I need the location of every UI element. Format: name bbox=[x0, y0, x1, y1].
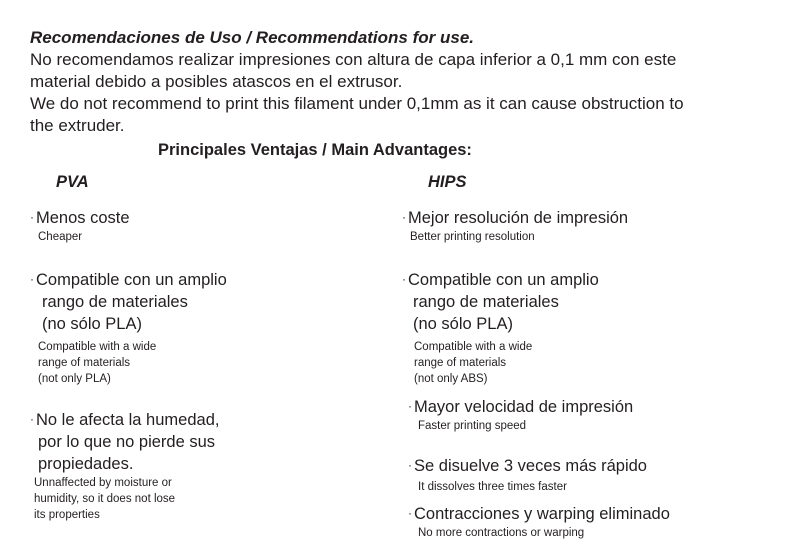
hips-item-en: Compatible with a wide bbox=[414, 341, 533, 353]
hips-item-en: No more contractions or warping bbox=[418, 527, 585, 539]
pva-item-en: Compatible with a wide bbox=[38, 341, 157, 353]
pva-item-es: No le afecta la humedad, bbox=[36, 411, 220, 429]
pva-item-es: Menos coste bbox=[36, 209, 130, 227]
pva-item-en: range of materials bbox=[38, 357, 131, 369]
recommendation-es-line-2: material debido a posibles atascos en el extrusor. bbox=[30, 72, 403, 91]
pva-item-en: humidity, so it does not lose bbox=[34, 493, 176, 505]
pva-item-en: (not only PLA) bbox=[38, 373, 111, 385]
bullet: · bbox=[408, 458, 412, 472]
advantages-heading: Principales Ventajas / Main Advantages: bbox=[158, 141, 472, 159]
hips-item-es: Mayor velocidad de impresión bbox=[414, 398, 634, 416]
hips-item-es: Se disuelve 3 veces más rápido bbox=[414, 457, 647, 475]
bullet: · bbox=[408, 399, 412, 413]
hips-item-es: Compatible con un amplio bbox=[408, 271, 599, 289]
pva-item-es: (no sólo PLA) bbox=[42, 315, 142, 333]
pva-item-es: propiedades. bbox=[38, 455, 134, 473]
hips-item-speed bbox=[408, 395, 633, 434]
pva-item-en: Unnaffected by moisture or bbox=[34, 477, 172, 489]
recommendation-en-line-2: the extruder. bbox=[30, 116, 125, 135]
pva-item-compatibility bbox=[30, 268, 227, 387]
hips-column-title: HIPS bbox=[428, 173, 467, 191]
hips-item-en: (not only ABS) bbox=[414, 373, 488, 385]
bullet: · bbox=[408, 506, 412, 520]
bullet: · bbox=[30, 272, 34, 286]
pva-item-cheaper bbox=[30, 206, 130, 245]
hips-item-resolution bbox=[402, 206, 628, 245]
recommendation-en-line-1: We do not recommend to print this filament under 0,1mm as it can cause obstruction to bbox=[30, 94, 684, 113]
pva-item-es: Compatible con un amplio bbox=[36, 271, 227, 289]
pva-column-title: PVA bbox=[56, 173, 89, 191]
hips-item-compatibility bbox=[402, 268, 599, 387]
bullet: · bbox=[30, 412, 34, 426]
hips-item-es: (no sólo PLA) bbox=[413, 315, 513, 333]
hips-item-dissolves bbox=[408, 454, 647, 495]
pva-item-en: its properties bbox=[34, 509, 100, 521]
pva-item-humidity bbox=[30, 408, 219, 523]
hips-item-es: Contracciones y warping eliminado bbox=[414, 505, 670, 523]
recommendation-es-line-1: No recomendamos realizar impresiones con altura de capa inferior a 0,1 mm con este bbox=[30, 50, 677, 69]
hips-item-en: Better printing resolution bbox=[410, 231, 535, 243]
hips-item-es: Mejor resolución de impresión bbox=[408, 209, 629, 227]
hips-item-en: It dissolves three times faster bbox=[418, 481, 567, 493]
hips-item-en: Faster printing speed bbox=[418, 420, 527, 432]
bullet: · bbox=[402, 210, 406, 224]
bullet: · bbox=[402, 272, 406, 286]
pva-item-es: por lo que no pierde sus bbox=[38, 433, 216, 451]
bullet: · bbox=[30, 210, 34, 224]
hips-item-en: range of materials bbox=[414, 357, 507, 369]
pva-item-en: Cheaper bbox=[38, 231, 83, 243]
hips-item-warping bbox=[408, 502, 670, 541]
recommendations-title: Recomendaciones de Uso / Recommendations for use. bbox=[30, 28, 475, 47]
hips-item-es: rango de materiales bbox=[413, 293, 559, 311]
pva-item-es: rango de materiales bbox=[42, 293, 188, 311]
